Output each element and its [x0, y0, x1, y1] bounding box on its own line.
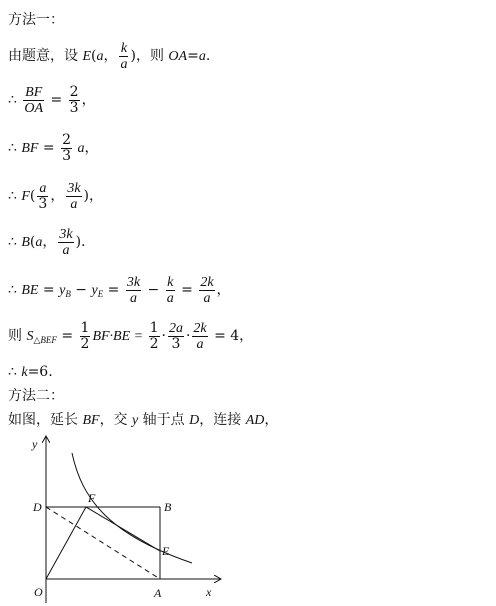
- line-7: 则 $S_{\triangle BEF}$ = $\frac{1}{2}$ BF·BE = $\frac{1}{2}$ · $\frac{2a}{3}$ · $\frac{2k}{a}$ = 4，: [8, 319, 254, 352]
- line-8: ∴ k=6.: [8, 364, 53, 380]
- method1-heading: 方法一：: [8, 12, 64, 28]
- method2-description: 如图，延长 BF，交 y 轴于点 D，连接 AD，: [8, 412, 279, 428]
- segment-of: [46, 507, 86, 579]
- line-3: ∴ BF = $\frac{2}{3}$ a，: [8, 131, 99, 164]
- label-a: A: [154, 586, 162, 600]
- line-1: 由题意，设 E(a， $\frac{k}{a}$ )，则 OA=a.: [8, 40, 211, 72]
- line-2: ∴ $\frac{BF}{OA}$ = $\frac{2}{3}$ ，: [8, 83, 96, 116]
- label-o: O: [34, 585, 43, 599]
- method2-heading: 方法二：: [8, 388, 64, 404]
- label-y: y: [32, 437, 38, 451]
- line-5: ∴ B(a， $\frac{3k}{a}$ )．: [8, 226, 96, 258]
- label-x: x: [206, 585, 212, 599]
- label-e: E: [162, 544, 170, 558]
- line-6: ∴ BE = $y_B - y_E$ = $\frac{3k}{a}$ − $\frac{k}{a}$ = $\frac{2k}{a}$ ，: [8, 274, 231, 306]
- label-b: B: [164, 500, 172, 514]
- label-f: F: [88, 491, 96, 505]
- hyperbola-curve: [72, 453, 192, 563]
- line-4: ∴ F( $\frac{a}{3}$ ， $\frac{3k}{a}$ )，: [8, 180, 103, 212]
- label-d: D: [33, 500, 42, 514]
- segment-fe: [86, 507, 160, 551]
- fraction: $\frac{k}{a}$: [120, 40, 128, 72]
- segment-da-dashed: [46, 507, 160, 579]
